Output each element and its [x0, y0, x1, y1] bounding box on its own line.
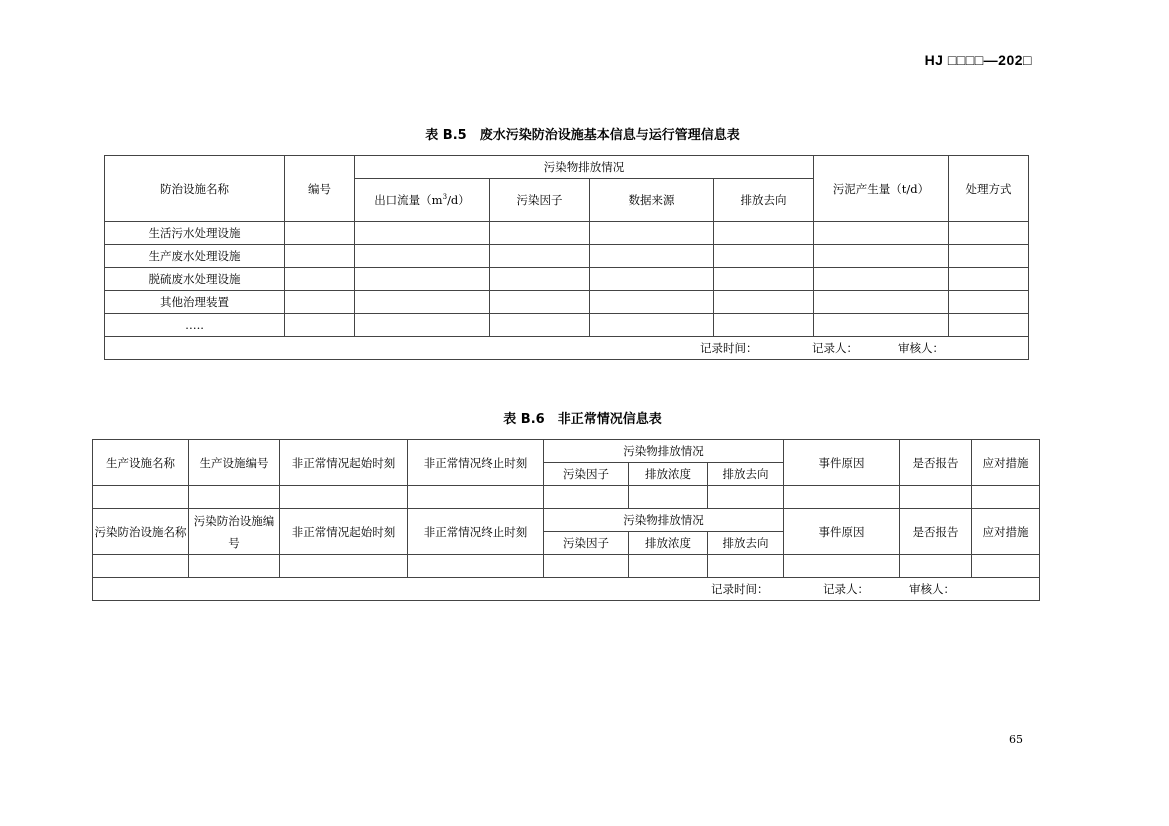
table-row	[105, 314, 1029, 337]
header-start-time-2: 非正常情况起始时刻	[280, 509, 408, 555]
recorder-label: 记录人：	[812, 341, 858, 355]
header-treatment-method: 处理方式	[949, 156, 1029, 222]
abnormal-situation-table	[92, 439, 1040, 601]
header-concentration: 排放浓度	[629, 463, 708, 486]
row-label: 生活污水处理设施	[105, 222, 285, 245]
table-row	[105, 222, 1029, 245]
table-footer-row	[93, 578, 1040, 601]
header-discharge-direction-2: 排放去向	[708, 532, 784, 555]
header-outlet-flow: 出口流量$(m^3/d)$	[355, 179, 490, 222]
header-reported-2: 是否报告	[900, 509, 972, 555]
header-measures: 应对措施	[972, 440, 1040, 486]
header-pollution-facility-name: 污染防治设施名称	[93, 509, 189, 555]
header-sludge-output: 污泥产生量（t/d）	[814, 156, 949, 222]
header-event-cause: 事件原因	[784, 440, 900, 486]
table-row	[105, 268, 1029, 291]
wastewater-facility-table	[104, 155, 1029, 360]
header-number: 编号	[285, 156, 355, 222]
header-concentration-2: 排放浓度	[629, 532, 708, 555]
header-pollutant-factor: 污染因子	[490, 179, 590, 222]
standard-code-header: HJ □□□□—202□	[924, 52, 1032, 68]
header-pollution-facility-number: 污染防治设施编号	[189, 509, 280, 555]
reviewer-label: 审核人：	[909, 582, 956, 596]
header-emission-group: 污染物排放情况	[544, 440, 784, 463]
reviewer-label: 审核人：	[898, 341, 944, 355]
header-end-time-2: 非正常情况终止时刻	[408, 509, 544, 555]
header-pollutant-factor-2: 污染因子	[544, 532, 629, 555]
table-b5-caption: 表 B.5 废水污染防治设施基本信息与运行管理信息表	[425, 128, 740, 143]
header-event-cause-2: 事件原因	[784, 509, 900, 555]
row-label: …..	[105, 314, 285, 337]
header-pollutant-factor: 污染因子	[544, 463, 629, 486]
table-b6-caption: 表 B.6 非正常情况信息表	[503, 412, 662, 427]
table-row	[93, 555, 1040, 578]
record-time-label: 记录时间：	[700, 341, 758, 355]
header-production-facility-number: 生产设施编号	[189, 440, 280, 486]
header-reported: 是否报告	[900, 440, 972, 486]
header-end-time: 非正常情况终止时刻	[408, 440, 544, 486]
table-row	[105, 245, 1029, 268]
header-facility-name: 防治设施名称	[105, 156, 285, 222]
table-row	[105, 291, 1029, 314]
header-measures-2: 应对措施	[972, 509, 1040, 555]
row-label: 其他治理装置	[105, 291, 285, 314]
header-production-facility-name: 生产设施名称	[93, 440, 189, 486]
recorder-label: 记录人：	[823, 582, 870, 596]
header-start-time: 非正常情况起始时刻	[280, 440, 408, 486]
header-discharge-direction: 排放去向	[714, 179, 814, 222]
page-number: 65	[1009, 733, 1023, 746]
table-footer-row	[105, 337, 1029, 360]
header-data-source: 数据来源	[590, 179, 714, 222]
header-emission-group-2: 污染物排放情况	[544, 509, 784, 532]
header-emission-group: 污染物排放情况	[355, 156, 814, 179]
row-label: 脱硫废水处理设施	[105, 268, 285, 291]
header-discharge-direction: 排放去向	[708, 463, 784, 486]
row-label: 生产废水处理设施	[105, 245, 285, 268]
record-time-label: 记录时间：	[711, 582, 769, 596]
table-row	[93, 486, 1040, 509]
